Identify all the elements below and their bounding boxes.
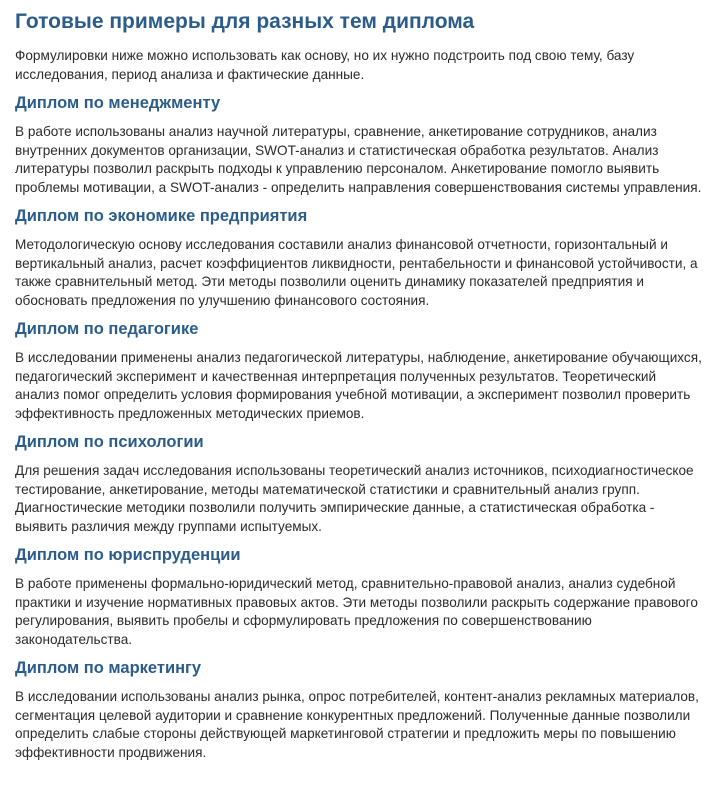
section-heading: Диплом по экономике предприятия [15, 207, 308, 225]
section-management [15, 93, 704, 197]
section-heading: Диплом по педагогике [15, 320, 199, 338]
page-title: Готовые примеры для разных тем диплома [15, 10, 475, 33]
section-marketing [15, 658, 704, 762]
section-heading: Диплом по менеджменту [15, 94, 221, 112]
section-heading: Диплом по маркетингу [15, 659, 202, 677]
section-psychology [15, 432, 704, 536]
intro-paragraph: Формулировки ниже можно использовать как основу, но их нужно подстроить под свою тему, базу исследования, период анализа и фактические данные. [15, 48, 635, 82]
section-heading: Диплом по психологии [15, 433, 204, 451]
section-text: В исследовании применены анализ педагогической литературы, наблюдение, анкетирование обучающихся, педагогический эксперимент и качественная интерпретация полученных результатов. Теоретический анализ помог определить условия формирования учебной мотивации, а эксперимент позволил проверить эффективность предложенных методических приемов. [15, 350, 702, 421]
section-text: Для решения задач исследования использованы теоретический анализ источников, психодиагностическое тестирование, анкетирование, методы математической статистики и сравнительный анализ групп. Диагностические методики позволили получить эмпирические данные, а статистическая обработка - выявить различия между группами испытуемых. [15, 463, 694, 534]
section-text: В работе использованы анализ научной литературы, сравнение, анкетирование сотрудников, анализ внутренних документов организации, SWOT-анализ и статистическая обработка результатов. Анализ литературы позволил раскрыть подходы к управлению персоналом. Анкетирование помогло выявить проблемы мотивации, а SWOT-анализ - определить направления совершенствования системы управления. [15, 124, 702, 195]
section-heading: Диплом по юриспруденции [15, 546, 241, 564]
section-text: В работе применены формально-юридический метод, сравнительно-правовой анализ, анализ судебной практики и изучение нормативных правовых актов. Эти методы позволили раскрыть содержание правового регулирования, выявить пробелы и сформулировать предложения по совершенствованию законодательства. [15, 576, 698, 647]
section-text: В исследовании использованы анализ рынка, опрос потребителей, контент-анализ рекламных материалов, сегментация целевой аудитории и сравнение конкурентных предложений. Полученные данные позволили определить слабые стороны действующей маркетинговой стратегии и предложить меры по повышению эффективности продвижения. [15, 689, 699, 760]
section-law [15, 545, 704, 649]
section-enterprise-economics [15, 206, 704, 310]
section-text: Методологическую основу исследования составили анализ финансовой отчетности, горизонтальный и вертикальный анализ, расчет коэффициентов ликвидности, рентабельности и финансовой устойчивости, а также сравнительный метод. Эти методы позволили оценить динамику показателей предприятия и обосновать предложения по улучшению финансового состояния. [15, 237, 698, 308]
section-pedagogy [15, 319, 704, 423]
